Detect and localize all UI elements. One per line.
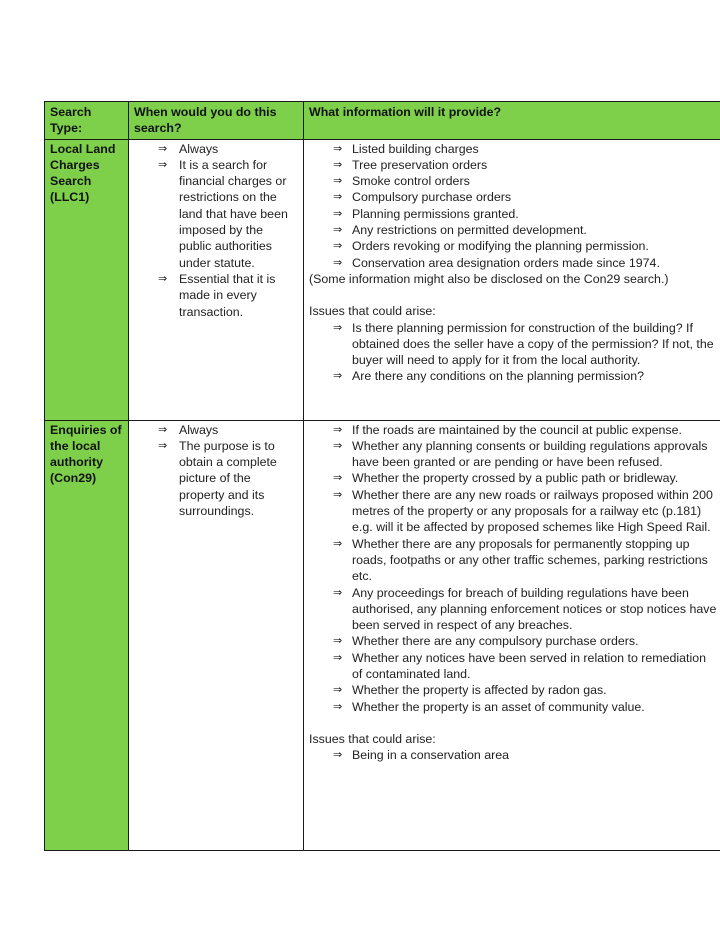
arrow-icon: ⇒ bbox=[333, 537, 343, 550]
search-type-llc1: Local Land Charges Search (LLC1) bbox=[45, 139, 129, 420]
search-type-con29: Enquiries of the local authority (Con29) bbox=[45, 420, 129, 850]
arrow-icon: ⇒ bbox=[333, 635, 343, 648]
table-row-con29 bbox=[45, 420, 720, 850]
arrow-icon: ⇒ bbox=[333, 423, 343, 436]
arrow-icon: ⇒ bbox=[158, 272, 168, 285]
arrow-icon: ⇒ bbox=[158, 142, 168, 155]
list-item: ⇒ Planning permissions granted. bbox=[333, 206, 519, 221]
header-search-type: Search Type: bbox=[45, 102, 129, 140]
search-types-table bbox=[44, 101, 720, 851]
arrow-icon: ⇒ bbox=[333, 700, 343, 713]
list-item: ⇒ If the roads are maintained by the council at public expense. bbox=[333, 422, 682, 437]
list-item: ⇒ Whether any notices have been served in relation to remediation of contaminated land. bbox=[333, 650, 707, 682]
arrow-icon: ⇒ bbox=[333, 488, 343, 501]
arrow-icon: ⇒ bbox=[333, 586, 343, 599]
arrow-icon: ⇒ bbox=[333, 749, 343, 762]
issues-label-llc1: Issues that could arise: bbox=[309, 304, 436, 319]
list-item: ⇒ The purpose is to obtain a complete picture of the property and its surroundings. bbox=[158, 438, 277, 519]
list-item: ⇒ Whether any planning consents or building regulations approvals have been granted or are pending or have been refused. bbox=[333, 438, 708, 470]
list-item: ⇒ Essential that it is made in every transaction. bbox=[158, 271, 276, 319]
arrow-icon: ⇒ bbox=[333, 240, 343, 253]
list-item: ⇒ Orders revoking or modifying the planning permission. bbox=[333, 239, 649, 254]
arrow-icon: ⇒ bbox=[333, 439, 343, 452]
when-list-con29 bbox=[134, 422, 298, 520]
list-item: ⇒ Tree preservation orders bbox=[333, 157, 488, 172]
list-item: ⇒ Smoke control orders bbox=[333, 174, 470, 189]
when-cell-llc1 bbox=[129, 139, 304, 420]
arrow-icon: ⇒ bbox=[158, 423, 168, 436]
arrow-icon: ⇒ bbox=[333, 142, 343, 155]
list-item: ⇒ Whether the property crossed by a public path or bridleway. bbox=[333, 471, 679, 486]
list-item: ⇒ Always bbox=[158, 141, 219, 156]
arrow-icon: ⇒ bbox=[333, 175, 343, 188]
issues-list-llc1 bbox=[309, 320, 719, 385]
arrow-icon: ⇒ bbox=[158, 439, 168, 452]
list-item: ⇒ Whether there are any compulsory purchase orders. bbox=[333, 634, 639, 649]
issues-label-con29: Issues that could arise: bbox=[309, 731, 436, 746]
list-item: ⇒ Are there any conditions on the planning permission? bbox=[333, 369, 645, 384]
list-item: ⇒ Conservation area designation orders made since 1974. bbox=[333, 255, 660, 270]
list-item: ⇒ Listed building charges bbox=[333, 141, 479, 156]
arrow-icon: ⇒ bbox=[333, 256, 343, 269]
list-item: ⇒ Is there planning permission for construction of the building? If obtained does the seller have a copy of the permission? If not, the buyer will need to apply for it from the local authority. bbox=[333, 320, 714, 368]
con29-note: (Some information might also be disclosed on the Con29 search.) bbox=[309, 271, 669, 286]
list-item: ⇒ Any proceedings for breach of building regulations have been authorised, any planning enforcement notices or stop notices have been served in respect of any breaches. bbox=[333, 585, 717, 633]
list-item: ⇒ Whether the property is affected by radon gas. bbox=[333, 683, 607, 698]
issues-list-con29 bbox=[309, 747, 719, 763]
list-item: ⇒ Always bbox=[158, 422, 219, 437]
arrow-icon: ⇒ bbox=[333, 321, 343, 334]
list-item: ⇒ Whether the property is an asset of community value. bbox=[333, 699, 645, 714]
arrow-icon: ⇒ bbox=[333, 224, 343, 237]
header-what-info: What information will it provide? bbox=[304, 102, 720, 140]
info-list-llc1 bbox=[309, 141, 719, 271]
arrow-icon: ⇒ bbox=[333, 158, 343, 171]
table-header-row bbox=[45, 102, 720, 140]
when-cell-con29 bbox=[129, 420, 304, 850]
list-item: ⇒ Being in a conservation area bbox=[333, 748, 510, 763]
arrow-icon: ⇒ bbox=[333, 472, 343, 485]
arrow-icon: ⇒ bbox=[333, 370, 343, 383]
arrow-icon: ⇒ bbox=[158, 158, 168, 171]
arrow-icon: ⇒ bbox=[333, 207, 343, 220]
arrow-icon: ⇒ bbox=[333, 684, 343, 697]
list-item: ⇒ Any restrictions on permitted development. bbox=[333, 223, 587, 238]
info-cell-llc1 bbox=[304, 139, 720, 420]
list-item: ⇒ Compulsory purchase orders bbox=[333, 190, 512, 205]
list-item: ⇒ Whether there are any proposals for permanently stopping up roads, footpaths or any other traffic schemes, parking restrictions etc. bbox=[333, 536, 708, 584]
info-cell-con29 bbox=[304, 420, 720, 850]
when-list-llc1 bbox=[134, 141, 298, 320]
header-when: When would you do this search? bbox=[129, 102, 304, 140]
list-item: ⇒ It is a search for financial charges or restrictions on the land that have been imposed by the public authorities under statute. bbox=[158, 157, 288, 270]
arrow-icon: ⇒ bbox=[333, 651, 343, 664]
info-list-con29 bbox=[309, 422, 719, 715]
table-row-llc1 bbox=[45, 139, 720, 420]
list-item: ⇒ Whether there are any new roads or railways proposed within 200 metres of the property or any proposals for a railway etc (p.181) e.g. will it be affected by proposed schemes like High Speed Rail. bbox=[333, 487, 713, 535]
arrow-icon: ⇒ bbox=[333, 191, 343, 204]
